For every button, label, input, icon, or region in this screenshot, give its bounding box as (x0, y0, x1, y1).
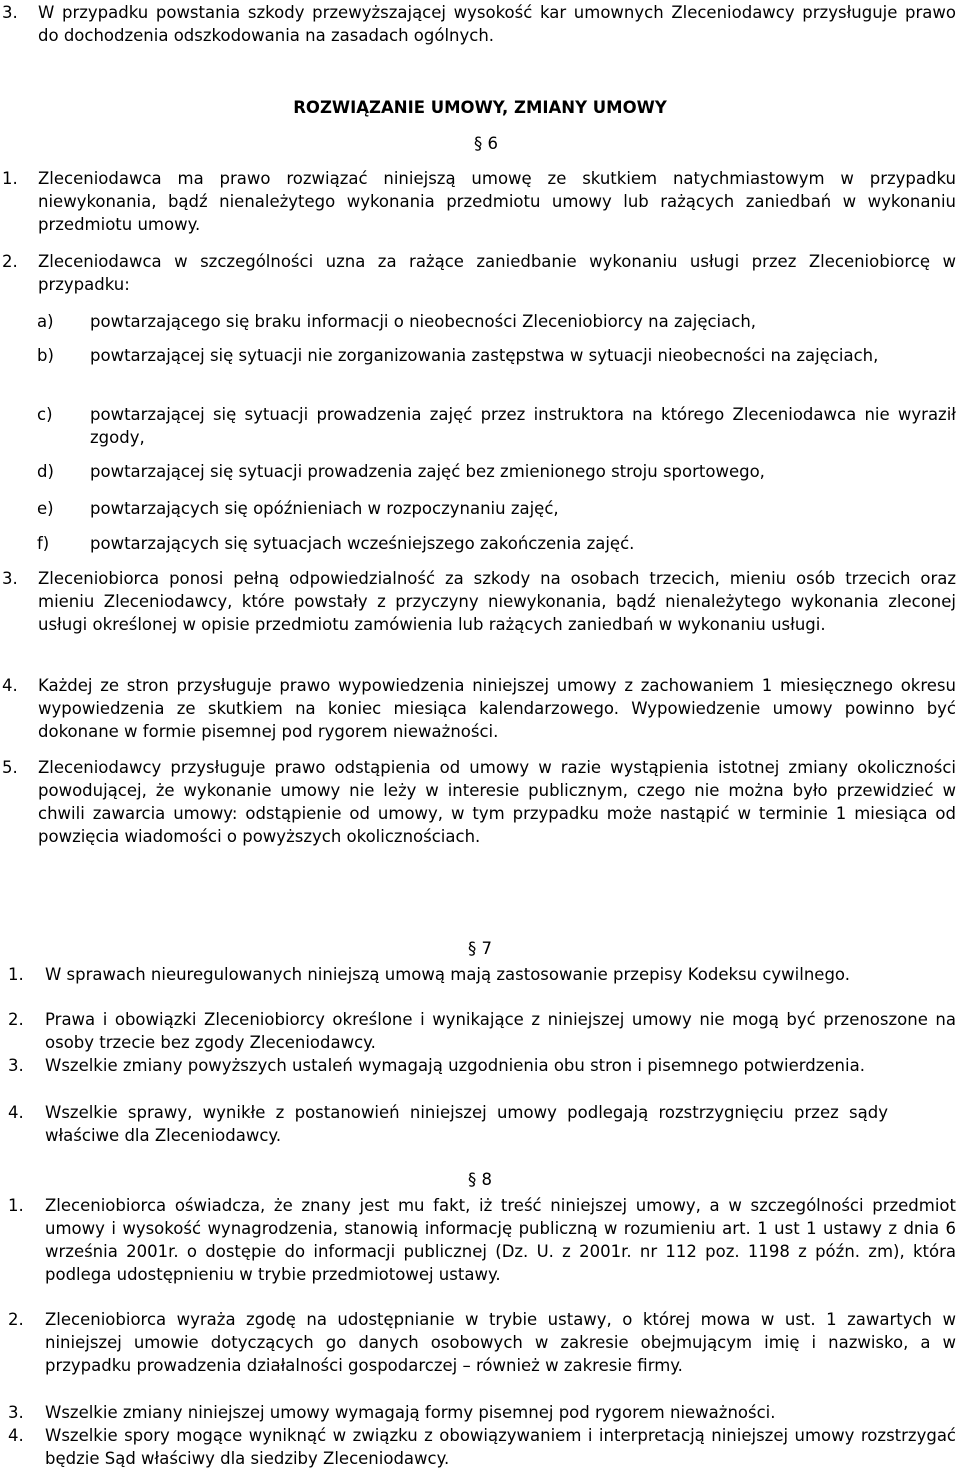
sub-item-text: powtarzającej się sytuacji nie zorganizowania zastępstwa w sytuacji nieobecności na zajęciach, (90, 346, 879, 365)
list-item (8, 1308, 956, 1377)
item-number: 1. (8, 1196, 24, 1215)
list-item (2, 250, 956, 296)
sub-item-text: powtarzającej się sytuacji prowadzenia zajęć bez zmienionego stroju sportowego, (90, 462, 765, 481)
list-item (8, 1054, 956, 1077)
sub-item-letter: f) (37, 534, 50, 553)
sub-item (37, 532, 956, 555)
item-number: 2. (2, 252, 18, 271)
list-item (8, 1008, 956, 1054)
item-number: 3. (8, 1056, 24, 1075)
item-text: W przypadku powstania szkody przewyższającej wysokość kar umownych Zleceniodawcy przysługuje prawo do dochodzenia odszkodowania na zasadach ogólnych. (38, 3, 956, 45)
item-number: 4. (8, 1426, 24, 1445)
item-text: Zleceniodawca ma prawo rozwiązać niniejszą umowę ze skutkiem natychmiastowym w przypadku niewykonania, bądź nienależytego wykonania przedmiotu umowy lub rażących zaniedbań w wykonaniu przedmiotu umowy. (38, 169, 956, 234)
item-number: 1. (8, 965, 24, 984)
item-text: Zleceniobiorca wyraża zgodę na udostępnianie w trybie ustawy, o której mowa w ust. 1 zawartych w niniejszej umowie dotyczących go danych osobowych w zakresie obejmującym imię i nazwisko, a w przypadku prowadzenia działalności gospodarczej – również w zakresie firmy. (45, 1310, 956, 1375)
sub-item-text: powtarzającej się sytuacji prowadzenia zajęć przez instruktora na którego Zleceniodawca nie wyraził zgody, (90, 405, 956, 447)
sub-item-text: powtarzających się opóźnieniach w rozpoczynaniu zajęć, (90, 499, 559, 518)
list-item (2, 674, 956, 743)
item-number: 2. (8, 1310, 24, 1329)
item-text: Zleceniodawcy przysługuje prawo odstąpienia od umowy w razie wystąpienia istotnej zmiany okoliczności powodującej, że wykonanie umowy nie leży w interesie publicznym, czego nie można było przewidzieć w chwili zawarcia umowy: odstąpienie od umowy, w tym przypadku może nastąpić w terminie 1 miesiąca od powzięcia wiadomości o powyższych okolicznościach. (38, 758, 956, 846)
sub-item-letter: c) (37, 405, 53, 424)
list-item (8, 1424, 956, 1470)
paragraph-symbol: § 6 (474, 134, 498, 153)
sub-item-text: powtarzających się sytuacjach wcześniejszego zakończenia zajęć. (90, 534, 635, 553)
item-number: 4. (2, 676, 18, 695)
item-number: 4. (8, 1103, 24, 1122)
sub-item-text: powtarzającego się braku informacji o nieobecności Zleceniobiorcy na zajęciach, (90, 312, 757, 331)
item-text: Zleceniobiorca ponosi pełną odpowiedzialność za szkody na osobach trzecich, mieniu osób trzecich oraz mieniu Zleceniodawcy, które powstały z przyczyny niewykonania, bądź nienależytego wykonania zleconej usługi określonej w opisie przedmiotu zamówienia lub rażących zaniedbań w wykonaniu usługi. (38, 569, 956, 634)
item-number: 5. (2, 758, 18, 777)
sub-item (37, 403, 956, 449)
paragraph-symbol: § 8 (468, 1170, 492, 1189)
list-item (8, 1101, 888, 1147)
item-text: W sprawach nieuregulowanych niniejszą umową mają zastosowanie przepisy Kodeksu cywilnego. (45, 965, 850, 984)
list-item (8, 1401, 956, 1424)
sub-item (37, 310, 956, 333)
item-number: 2. (8, 1010, 24, 1029)
list-item (2, 1, 956, 47)
list-item (2, 167, 956, 236)
item-number: 3. (2, 3, 18, 22)
sub-item-letter: e) (37, 499, 54, 518)
item-text: Wszelkie spory mogące wyniknąć w związku z obowiązywaniem i interpretacją niniejszej umowy rozstrzygać będzie Sąd właściwy dla siedziby Zleceniodawcy. (45, 1426, 956, 1468)
item-text: Wszelkie sprawy, wynikłe z postanowień niniejszej umowy podlegają rozstrzygnięciu przez sądy właściwe dla Zleceniodawcy. (45, 1103, 888, 1145)
item-text: Każdej ze stron przysługuje prawo wypowiedzenia niniejszej umowy z zachowaniem 1 miesięcznego okresu wypowiedzenia ze skutkiem na koniec miesiąca kalendarzowego. Wypowiedzenie umowy powinno być dokonane w formie pisemnej pod rygorem nieważności. (38, 676, 956, 741)
paragraph-symbol: § 7 (468, 939, 492, 958)
item-number: 3. (8, 1403, 24, 1422)
item-number: 3. (2, 569, 18, 588)
sub-item-letter: d) (37, 462, 54, 481)
list-item (8, 963, 956, 986)
item-text: Zleceniobiorca oświadcza, że znany jest mu fakt, iż treść niniejszej umowy, a w szczególności przedmiot umowy i wysokość wynagrodzenia, stanowią informację publiczną w rozumieniu art. 1 ust 1 ustawy z dnia 6 września 2001r. o dostępie do informacji publicznej (Dz. U. z 2001r. nr 112 poz. 1198 z późn. zm), która podlega udostępnieniu w trybie przedmiotowej ustawy. (45, 1196, 956, 1284)
sub-item (37, 497, 956, 520)
item-number: 1. (2, 169, 18, 188)
list-item (2, 567, 956, 636)
sub-item (37, 344, 956, 367)
list-item (8, 1194, 956, 1286)
item-text: Wszelkie zmiany powyższych ustaleń wymagają uzgodnienia obu stron i pisemnego potwierdzenia. (45, 1056, 865, 1075)
item-text: Zleceniodawca w szczególności uzna za rażące zaniedbanie wykonaniu usługi przez Zleceniobiorcę w przypadku: (38, 252, 956, 294)
sub-item-letter: b) (37, 346, 54, 365)
item-text: Prawa i obowiązki Zleceniobiorcy określone i wynikające z niniejszej umowy nie mogą być przenoszone na osoby trzecie bez zgody Zleceniodawcy. (45, 1010, 956, 1052)
sub-item (37, 460, 956, 483)
section-heading: ROZWIĄZANIE UMOWY, ZMIANY UMOWY (293, 98, 667, 117)
item-text: Wszelkie zmiany niniejszej umowy wymagają formy pisemnej pod rygorem nieważności. (45, 1403, 776, 1422)
list-item (2, 756, 956, 848)
sub-item-letter: a) (37, 312, 54, 331)
